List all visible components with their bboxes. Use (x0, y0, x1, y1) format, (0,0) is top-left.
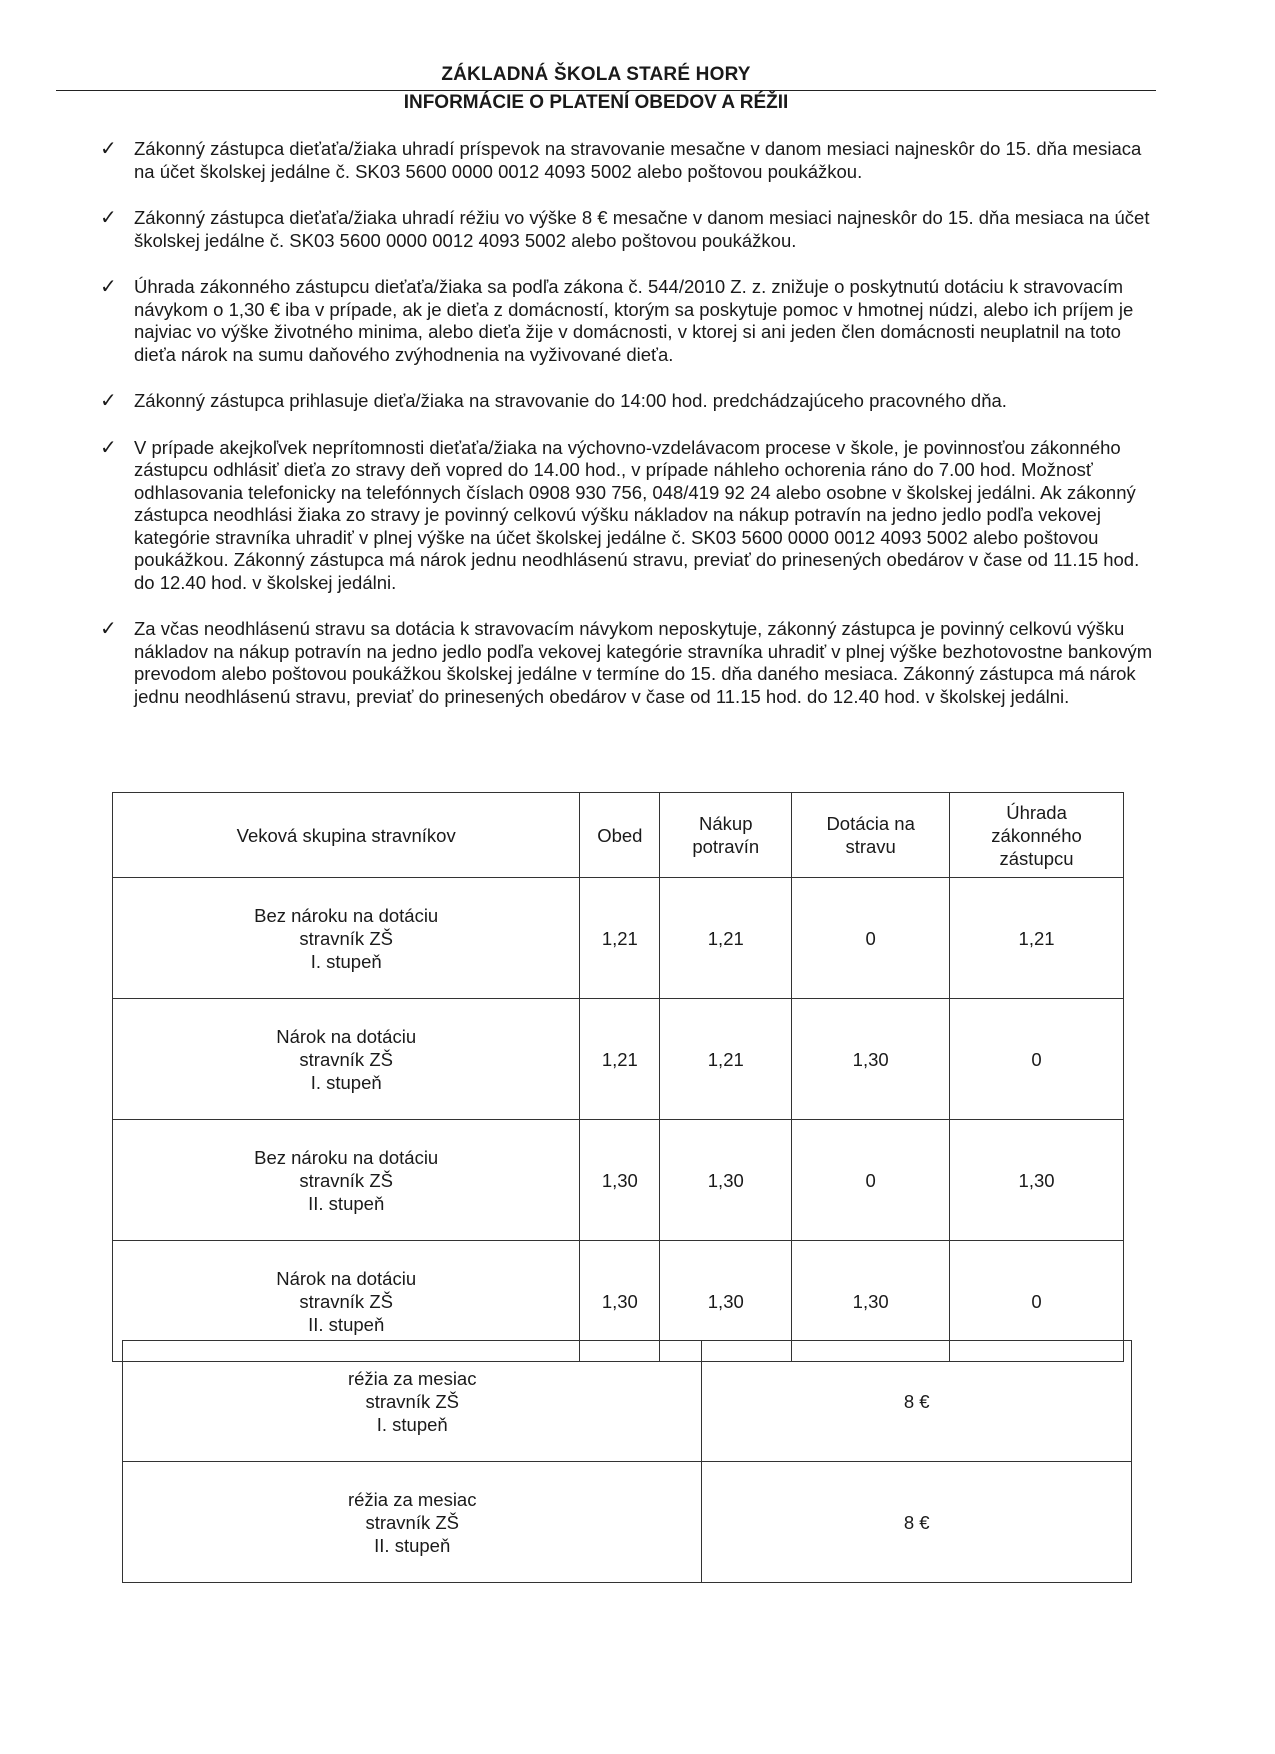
checkmark-icon: ✓ (100, 207, 117, 229)
overhead-amount-cell: 8 € (702, 1462, 1132, 1583)
subsidy-cell: 1,30 (792, 1241, 950, 1362)
checkmark-icon: ✓ (100, 436, 117, 459)
header-age-group: Veková skupina stravníkov (113, 793, 580, 878)
table-row (123, 1341, 1132, 1462)
subsidy-cell: 0 (792, 878, 950, 999)
guardian-payment-cell: 1,30 (950, 1120, 1124, 1241)
rule-text: Za včas neodhlásenú stravu sa dotácia k stravovacím návykom neposkytuje, zákonný zástupca je povinný celkovú výšku nákladov na nákup potravín na jedno jedlo podľa vekovej kategórie stravníka uhradiť v plnej výške bezhotovostne bankovým prevodom alebo poštovou poukážkou školskej jedálne v termíne do 15. dňa daného mesiaca. Zákonný zástupca má nárok jednu neodhlásenú stravu, previať do prinesených obedárov v čase od 11.15 hod. do 12.40 hod. v školskej jedálni. (134, 618, 1153, 707)
rule-item (92, 437, 1164, 595)
guardian-payment-cell: 0 (950, 1241, 1124, 1362)
subsidy-cell: 0 (792, 1120, 950, 1241)
checkmark-icon: ✓ (100, 618, 117, 640)
header-food-purchase: Nákup potravín (660, 793, 792, 878)
guardian-payment-cell: 0 (950, 999, 1124, 1120)
rule-text: Úhrada zákonného zástupcu dieťaťa/žiaka sa podľa zákona č. 544/2010 Z. z. znižuje o poskytnutú dotáciu k stravovacím návykom o 1,30 € iba v prípade, ak je dieťa z domácností, ktorým sa poskytuje pomoc v hmotnej núdzi, alebo ich príjem je najviac vo výške životného minima, alebo dieťa žije v domácnosti, v ktorej si ani jeden člen domácnosti neuplatnil na toto dieťa nárok na sumu daňového zvýhodnenia na vyživované dieťa. (134, 276, 1134, 365)
food-purchase-cell: 1,30 (660, 1241, 792, 1362)
overhead-label-cell: réžia za mesiac stravník ZŠ II. stupeň (123, 1462, 702, 1583)
header-lunch: Obed (580, 793, 660, 878)
lunch-cell: 1,21 (580, 999, 660, 1120)
rule-item (92, 618, 1164, 708)
subsidy-cell: 1,30 (792, 999, 950, 1120)
age-group-cell: Nárok na dotáciu stravník ZŠ I. stupeň (113, 999, 580, 1120)
rule-item (92, 276, 1164, 366)
checkmark-icon: ✓ (100, 138, 117, 160)
rule-item (92, 390, 1164, 413)
overhead-amount-cell: 8 € (702, 1341, 1132, 1462)
document-header (56, 64, 1156, 114)
rule-text: V prípade akejkoľvek neprítomnosti dieťaťa/žiaka na výchovno-vzdelávacom procese v škole, je povinnosťou zákonného zástupcu odhlásiť dieťa zo stravy deň vopred do 14.00 hod., v prípade náhleho ochorenia ráno do 7.00 hod. Možnosť odhlasovania telefonicky na telefónnych číslach 0908 930 756, 048/419 92 24 alebo osobne v školskej jedálni. Ak zákonný zástupca neodhlási žiaka zo stravy je povinný celkovú výšku nákladov na nákup potravín na jedno jedlo podľa vekovej kategórie stravníka uhradiť v plnej výške na účet školskej jedálne č. SK03 5600 0000 0012 4093 5002 alebo poštovou poukážkou. Zákonný zástupca má nárok jednu neodhlásenú stravu, previať do prinesených obedárov v čase od 11.15 hod. do 12.40 hod. v školskej jedálni. (134, 436, 1140, 593)
age-group-cell: Bez nároku na dotáciu stravník ZŠ I. stupeň (113, 878, 580, 999)
lunch-cell: 1,30 (580, 1241, 660, 1362)
table-header-row (113, 793, 1124, 878)
food-purchase-cell: 1,21 (660, 878, 792, 999)
overhead-label-cell: réžia za mesiac stravník ZŠ I. stupeň (123, 1341, 702, 1462)
rule-item (92, 207, 1164, 252)
table-row (113, 878, 1124, 999)
rule-item (92, 138, 1164, 183)
rule-text: Zákonný zástupca dieťaťa/žiaka uhradí réžiu vo výške 8 € mesačne v danom mesiaci najneskôr do 15. dňa mesiaca na účet školskej jedálne č. SK03 5600 0000 0012 4093 5002 alebo poštovou poukážkou. (134, 207, 1150, 251)
guardian-payment-cell: 1,21 (950, 878, 1124, 999)
table-row (113, 999, 1124, 1120)
rule-text: Zákonný zástupca dieťaťa/žiaka uhradí príspevok na stravovanie mesačne v danom mesiaci najneskôr do 15. dňa mesiaca na účet školskej jedálne č. SK03 5600 0000 0012 4093 5002 alebo poštovou poukážkou. (134, 138, 1142, 182)
lunch-cell: 1,21 (580, 878, 660, 999)
overhead-fee-table (122, 1340, 1132, 1583)
header-guardian-payment: Úhrada zákonného zástupcu (950, 793, 1124, 878)
food-purchase-cell: 1,21 (660, 999, 792, 1120)
header-subsidy: Dotácia na stravu (792, 793, 950, 878)
food-purchase-cell: 1,30 (660, 1120, 792, 1241)
payment-rules-list (92, 138, 1164, 732)
school-name: ZÁKLADNÁ ŠKOLA STARÉ HORY (441, 64, 751, 85)
table-row (113, 1120, 1124, 1241)
age-group-cell: Nárok na dotáciu stravník ZŠ II. stupeň (113, 1241, 580, 1362)
age-group-cell: Bez nároku na dotáciu stravník ZŠ II. stupeň (113, 1120, 580, 1241)
checkmark-icon: ✓ (100, 390, 117, 412)
document-title: INFORMÁCIE O PLATENÍ OBEDOV A RÉŽII (403, 92, 789, 113)
rule-text: Zákonný zástupca prihlasuje dieťa/žiaka na stravovanie do 14:00 hod. predchádzajúceho pracovného dňa. (134, 390, 1007, 411)
table-row (123, 1462, 1132, 1583)
header-divider (56, 90, 1156, 91)
lunch-cell: 1,30 (580, 1120, 660, 1241)
meal-rates-table (112, 792, 1124, 1362)
checkmark-icon: ✓ (100, 276, 117, 298)
